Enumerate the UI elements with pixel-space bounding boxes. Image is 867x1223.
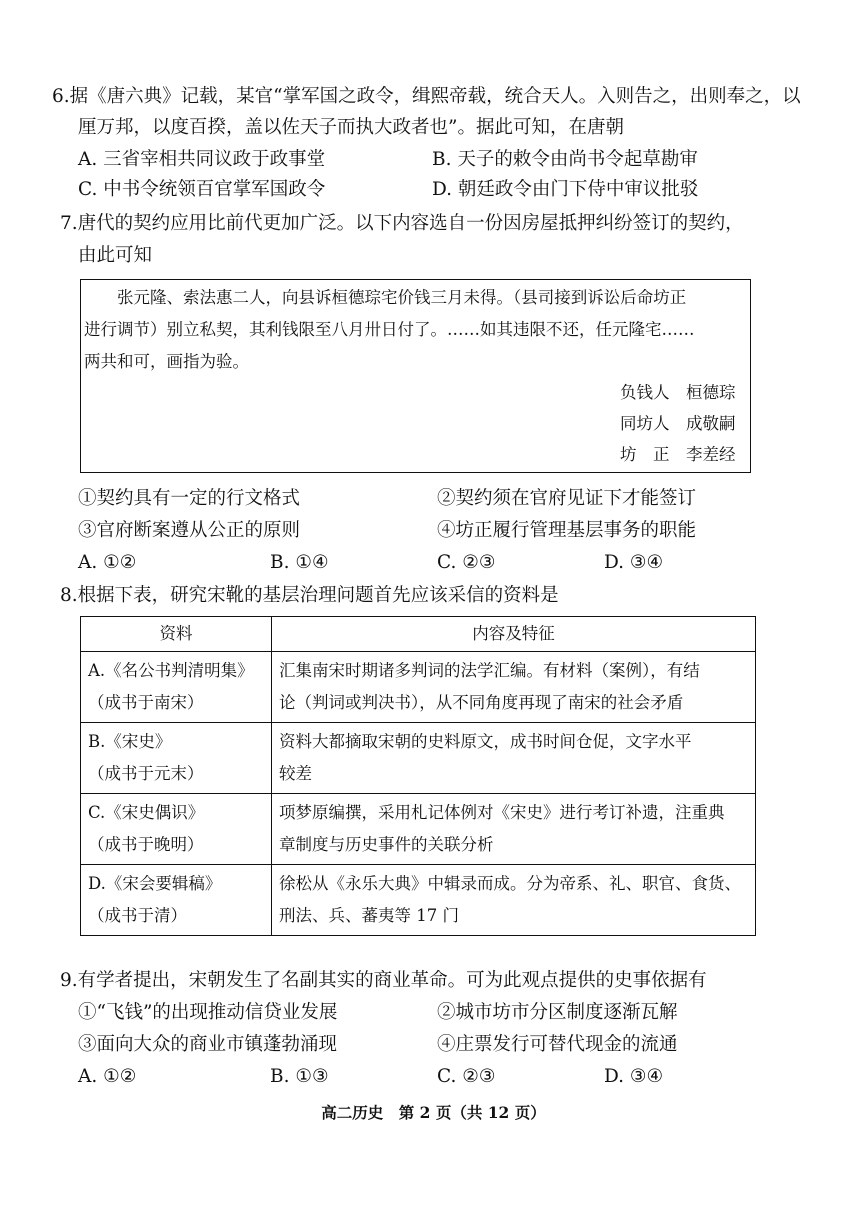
page-footer: 高二历史 第 2 页（共 12 页） [321,1103,546,1122]
sources-table [80,616,756,936]
content-cell [272,652,756,723]
q7-option-b[interactable]: B. ①④ [270,552,329,573]
q9-option-c[interactable]: C. ②③ [437,1066,496,1087]
table-row[interactable] [81,723,756,794]
source-title: D.《宋会要辑稿》 [88,874,222,893]
q9-stem: 9.有学者提出，宋朝发生了名副其实的商业革命。可为此观点提供的史事依据有 [60,970,707,991]
q9-option-d[interactable]: D. ③④ [604,1066,664,1087]
source-cell [81,723,272,794]
q9-option-a[interactable]: A. ①② [78,1066,137,1087]
table-header-row [81,617,756,652]
q9-item-4: ④庄票发行可替代现金的流通 [437,1034,678,1055]
q7-item-1: ①契约具有一定的行文格式 [78,488,301,509]
source-cell [81,865,272,936]
q7-item-2: ②契约须在官府见证下才能签订 [437,488,697,509]
table-header-source: 资料 [81,617,272,652]
q7-option-d[interactable]: D. ③④ [604,552,664,573]
q9-item-3: ③面向大众的商业市镇蓬勃涌现 [78,1034,338,1055]
q7-option-a[interactable]: A. ①② [78,552,137,573]
source-date: （成书于南宋） [88,693,204,712]
source-date: （成书于晚明） [88,835,204,854]
q8-stem: 8.根据下表，研究宋靴的基层治理问题首先应该采信的资料是 [60,585,559,606]
content-line: 项梦原编撰，采用札记体例对《宋史》进行考订补遗，注重典 [279,803,725,822]
q7-item-4: ④坊正履行管理基层事务的职能 [437,520,697,541]
q7-stem-line1: 7.唐代的契约应用比前代更加广泛。以下内容选自一份因房屋抵押纠纷签订的契约， [60,213,744,234]
contract-signature-neighbor: 同坊人 成敬嗣 [620,414,736,433]
content-line: 论（判词或判决书），从不同角度再现了南宋的社会矛盾 [279,693,684,712]
content-line: 章制度与历史事件的关联分析 [279,835,494,854]
q9-item-1: ①“飞钱”的出现推动信贷业发展 [78,1002,338,1023]
contract-signature-fangzheng: 坊 正 李差经 [620,445,736,464]
content-cell [272,865,756,936]
q7-stem-line2: 由此可知 [78,245,153,266]
content-cell [272,794,756,865]
contract-signature-debtor: 负钱人 桓德琮 [620,383,736,402]
table-row[interactable] [81,865,756,936]
q9-item-2: ②城市坊市分区制度逐渐瓦解 [437,1002,678,1023]
table-row[interactable] [81,794,756,865]
q6-option-b[interactable]: B. 天子的敕令由尚书令起草勘审 [432,149,698,170]
q6-option-d[interactable]: D. 朝廷政令由门下侍中审议批驳 [432,179,699,200]
content-cell [272,723,756,794]
source-title: A.《名公书判清明集》 [88,661,254,680]
content-line: 资料大都摘取宋朝的史料原文，成书时间仓促，文字水平 [279,732,692,751]
table-header-content: 内容及特征 [272,617,756,652]
source-cell [81,794,272,865]
q7-item-3: ③官府断案遵从公正的原则 [78,520,301,541]
q6-option-a[interactable]: A. 三省宰相共同议政于政事堂 [78,149,326,170]
q9-option-b[interactable]: B. ①③ [270,1066,329,1087]
table-row[interactable] [81,652,756,723]
content-line: 徐松从《永乐大典》中辑录而成。分为帝系、礼、职官、食货、 [279,874,741,893]
source-cell [81,652,272,723]
content-line: 较差 [279,764,312,783]
q6-stem-line1: 6.据《唐六典》记载，某官“掌军国之政令，缉熙帝载，统合天人。入则告之，出则奉之，以 [52,86,801,107]
q6-stem-line2: 厘万邦，以度百揆，盖以佐天子而执大政者也”。据此可知，在唐朝 [78,117,624,138]
q7-option-c[interactable]: C. ②③ [437,552,496,573]
source-title: B.《宋史》 [88,732,172,751]
content-line: 汇集南宋时期诸多判词的法学汇编。有材料（案例），有结 [279,661,700,680]
content-line: 刑法、兵、蕃夷等 17 门 [279,906,459,925]
source-date: （成书于元末） [88,764,204,783]
source-date: （成书于清） [88,906,187,925]
source-title: C.《宋史偶识》 [88,803,205,822]
contract-line2: 进行调节）别立私契，其利钱限至八月卅日付了。……如其违限不还，任元隆宅…… [84,320,695,339]
contract-line1: 张元隆、索法惠二人，向县诉桓德琮宅价钱三月未得。（县司接到诉讼后命坊正 [117,288,687,307]
q6-option-c[interactable]: C. 中书令统领百官掌军国政令 [78,179,326,200]
contract-line3: 两共和可，画指为验。 [84,352,249,371]
